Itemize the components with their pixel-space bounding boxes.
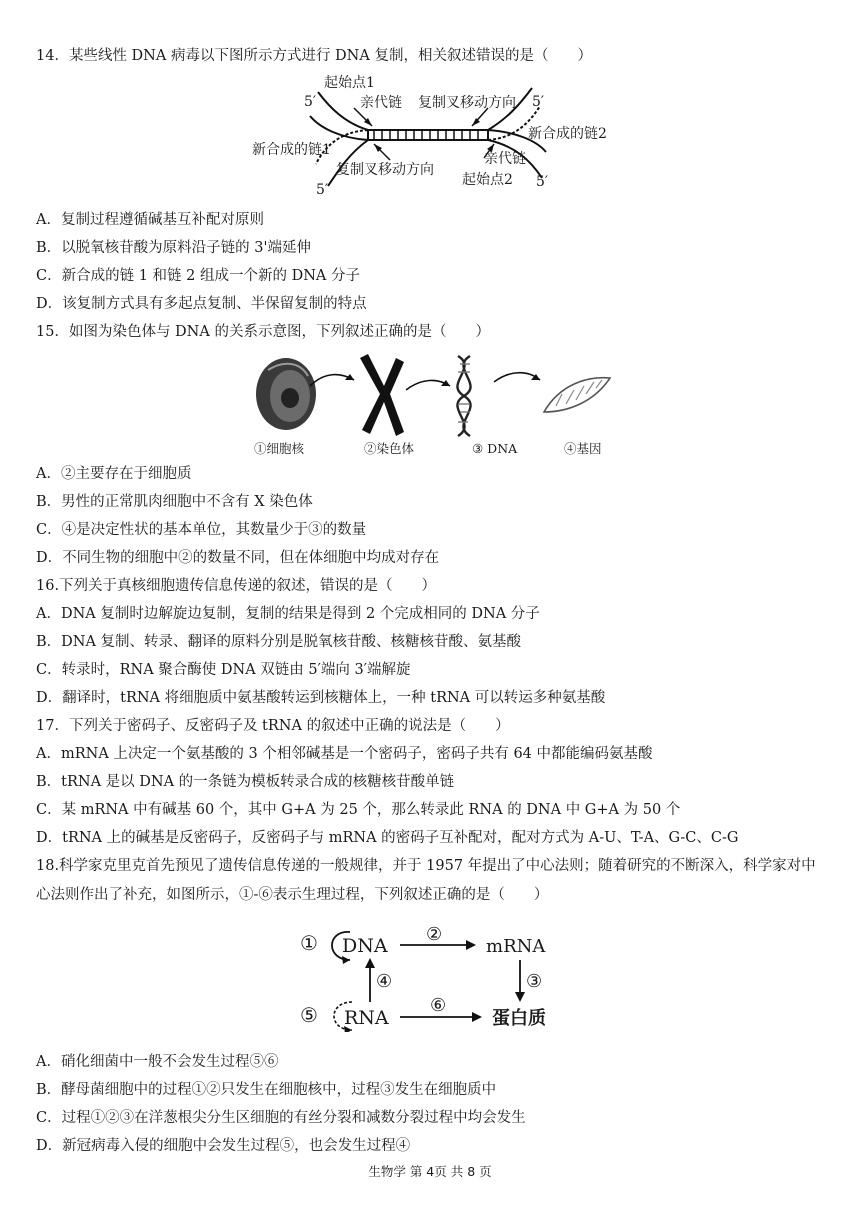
q14-option-c: C．新合成的链 1 和链 2 组成一个新的 DNA 分子 — [36, 268, 360, 284]
five-prime-label: 5′ — [304, 94, 317, 110]
process-3-label: ③ — [526, 971, 543, 992]
q18-option-b: B．酵母菌细胞中的过程①②只发生在细胞核中，过程③发生在细胞质中 — [36, 1082, 497, 1098]
chromosome-label: ②染色体 — [364, 441, 415, 456]
q14-option-d: D．该复制方式具有多起点复制、半保留复制的特点 — [36, 296, 367, 312]
q15-option-d: D．不同生物的细胞中②的数量不同，但在体细胞中均成对存在 — [36, 550, 440, 566]
five-prime-label: 5′ — [316, 182, 329, 198]
origin1-label: 起始点1 — [324, 75, 375, 91]
q14-replication-figure — [240, 68, 620, 198]
q17-option-a: A．mRNA 上决定一个氨基酸的 3 个相邻碱基是一个密码子，密码子共有 64 中都能编码氨基酸 — [36, 746, 653, 762]
new-strand1-label: 新合成的链1 — [252, 142, 331, 158]
q15-stem: 15．如图为染色体与 DNA 的关系示意图，下列叙述正确的是（ ） — [36, 324, 490, 340]
q17-option-b: B．tRNA 是以 DNA 的一条链为模板转录合成的核糖核苷酸单链 — [36, 774, 455, 790]
parent-strand-label: 亲代链 — [360, 95, 402, 111]
parent-strand-label: 亲代链 — [484, 151, 526, 167]
q16-option-d: D．翻译时，tRNA 将细胞质中氨基酸转运到核糖体上，一种 tRNA 可以转运多种氨基酸 — [36, 690, 606, 706]
fork-direction-label: 复制叉移动方向 — [336, 162, 434, 178]
page-footer: 生物学 第 4页 共 8 页 — [368, 1164, 492, 1179]
process-2-label: ② — [426, 924, 443, 945]
process-4-label: ④ — [376, 971, 393, 992]
origin2-label: 起始点2 — [462, 172, 513, 188]
process-1-label: ① — [300, 931, 318, 955]
protein-node: 蛋白质 — [492, 1008, 546, 1029]
q17-stem: 17．下列关于密码子、反密码子及 tRNA 的叙述中正确的说法是（ ） — [36, 718, 510, 734]
q14-stem: 14．某些线性 DNA 病毒以下图所示方式进行 DNA 复制，相关叙述错误的是（ ） — [36, 48, 592, 64]
q14-option-a: A．复制过程遵循碱基互补配对原则 — [36, 212, 264, 228]
dna-node: DNA — [342, 935, 388, 957]
nucleus-label: ①细胞核 — [254, 441, 305, 456]
five-prime-label: 5′ — [536, 174, 549, 190]
mrna-node: mRNA — [486, 936, 546, 957]
q17-option-c: C．某 mRNA 中有碱基 60 个，其中 G+A 为 25 个，那么转录此 RNA 的 DNA 中 G+A 为 50 个 — [36, 802, 681, 818]
new-strand2-label: 新合成的链2 — [528, 126, 607, 142]
q16-option-a: A．DNA 复制时边解旋边复制，复制的结果是得到 2 个完成相同的 DNA 分子 — [36, 606, 540, 622]
gene-label: ④基因 — [564, 441, 602, 456]
q15-option-c: C．④是决定性状的基本单位，其数量少于③的数量 — [36, 522, 367, 538]
q15-option-a: A．②主要存在于细胞质 — [36, 466, 192, 482]
q18-central-dogma-figure — [296, 920, 566, 1032]
q16-option-c: C．转录时，RNA 聚合酶使 DNA 双链由 5′端向 3′端解旋 — [36, 662, 411, 678]
process-5-label: ⑤ — [300, 1003, 318, 1027]
fork-direction-label: 复制叉移动方向 — [418, 95, 516, 111]
dna-label: ③ DNA — [472, 441, 518, 456]
q18-stem: 18.科学家克里克首先预见了遗传信息传递的一般规律，并于 1957 年提出了中心法则；随着研究的不断深入，科学家对中心法则作出了补充，如图所示，①-⑥表示生理过程，下列叙述正确的是（ ） — [36, 858, 816, 903]
rna-node: RNA — [344, 1007, 389, 1029]
q16-stem: 16.下列关于真核细胞遗传信息传递的叙述，错误的是（ ） — [36, 578, 437, 594]
process-6-label: ⑥ — [430, 995, 447, 1016]
q14-option-b: B．以脱氧核苷酸为原料沿子链的 3'端延伸 — [36, 240, 311, 256]
q18-option-d: D．新冠病毒入侵的细胞中会发生过程⑤，也会发生过程④ — [36, 1138, 411, 1154]
q17-option-d: D．tRNA 上的碱基是反密码子，反密码子与 mRNA 的密码子互补配对，配对方式为 A-U、T-A、G-C、C-G — [36, 830, 739, 846]
q18-option-c: C．过程①②③在洋葱根尖分生区细胞的有丝分裂和减数分裂过程中均会发生 — [36, 1110, 526, 1126]
q15-chromosome-figure — [244, 350, 624, 460]
q18-option-a: A．硝化细菌中一般不会发生过程⑤⑥ — [36, 1054, 279, 1070]
five-prime-label: 5′ — [532, 94, 545, 110]
q16-option-b: B．DNA 复制、转录、翻译的原料分别是脱氧核苷酸、核糖核苷酸、氨基酸 — [36, 634, 522, 650]
q15-option-b: B．男性的正常肌肉细胞中不含有 X 染色体 — [36, 494, 313, 510]
